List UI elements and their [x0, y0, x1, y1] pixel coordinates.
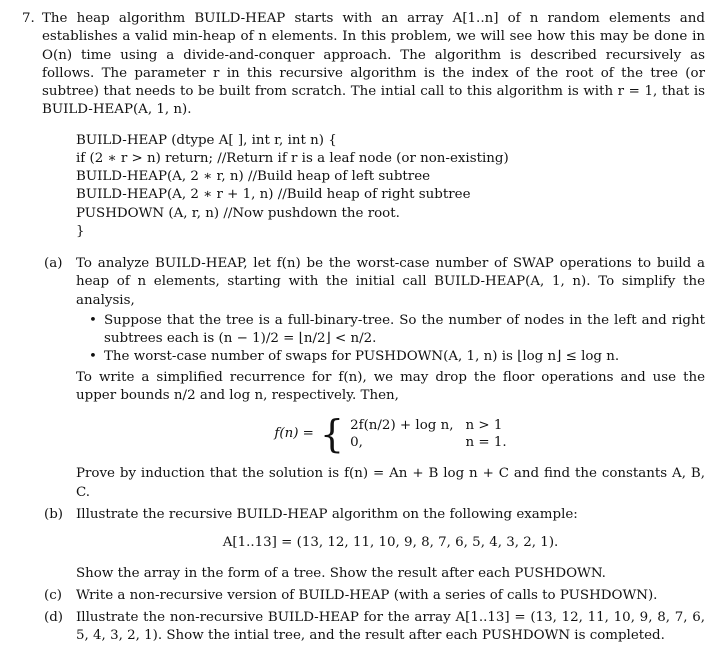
part-c-text: Write a non-recursive version of BUILD-HEAP (with a series of calls to PUSHDOWN).: [76, 587, 658, 603]
part-d: [42, 609, 705, 646]
code-line: BUILD-HEAP(A, 2 ∗ r, n) //Build heap of left subtree: [76, 169, 431, 185]
part-a-text3: Prove by induction that the solution is f(n) = An + B log n + C and find the constants A, B, C.: [76, 466, 705, 500]
recurrence-lhs: f(n) =: [274, 426, 314, 442]
part-c-label: (c): [44, 587, 62, 603]
part-d-label: (d): [44, 610, 64, 626]
assumption-text: Suppose that the tree is a full-binary-tree. So the number of nodes in the left and right subtrees each is (n − 1)/2 = ⌊n/2⌋ < n/2.: [104, 312, 705, 347]
part-b-label: (b): [44, 506, 64, 522]
part-b-text: Illustrate the recursive BUILD-HEAP algorithm on the following example:: [76, 506, 578, 522]
assumption-text: The worst-case number of swaps for PUSHDOWN(A, 1, n) is ⌊log n⌋ ≤ log n.: [104, 349, 620, 365]
subparts: [42, 255, 705, 646]
case-expr: 2f(n/2) + log n,: [350, 418, 454, 434]
part-d-text: Illustrate the non-recursive BUILD-HEAP for the array A[1..13] = (13, 12, 11, 10, 9, 8, 7, 6, 5, 4, 3, 2, 1). Show the intial tree, and the result after each PUSHDOWN is completed.: [76, 610, 705, 644]
pseudocode-block: [76, 132, 705, 241]
part-a-text2: To write a simplified recurrence for f(n), we may drop the floor operations and use the upper bounds n/2 and log n, respectively. Then,: [76, 369, 705, 404]
recurrence-equation: [76, 412, 705, 457]
code-line: PUSHDOWN (A, r, n) //Now pushdown the root.: [76, 205, 400, 221]
case-cond: n = 1.: [465, 435, 507, 451]
part-a-label: (a): [44, 256, 63, 271]
assumption-item: [76, 348, 705, 366]
part-c: [42, 587, 705, 605]
case-cond: n > 1: [465, 418, 503, 434]
code-line: BUILD-HEAP (dtype A[ ], int r, int n) {: [76, 132, 337, 148]
problem-number: 7.: [22, 11, 35, 26]
part-a: [42, 255, 705, 502]
assumption-list: [76, 312, 705, 367]
case-expr: 0,: [350, 435, 363, 451]
part-b: [42, 506, 705, 583]
bullet-icon: •: [89, 349, 97, 365]
recurrence-cases: [350, 417, 507, 451]
problem-intro: The heap algorithm BUILD-HEAP starts with an array A[1..n] of n random elements and establishes a valid min-heap of n elements. In this problem, we will see how this may be done in O(n) time using a divide-and-conquer approach. The algorithm is described recursively as follows. The parameter r in this recursive algorithm is the index of the root of the tree (or subtree) that needs to be built from scratch. The intial call to this algorithm is with r = 1, that is BUILD-HEAP(A, 1, n).: [42, 11, 705, 118]
example-array: A[1..13] = (13, 12, 11, 10, 9, 8, 7, 6, 5, 4, 3, 2, 1).: [222, 535, 559, 551]
part-b-text2: Show the array in the form of a tree. Show the result after each PUSHDOWN.: [76, 565, 606, 581]
problem-7: [22, 10, 705, 646]
code-line: }: [76, 223, 85, 239]
left-brace-icon: {: [319, 412, 345, 457]
part-a-text: To analyze BUILD-HEAP, let f(n) be the worst-case number of SWAP operations to build a heap of n elements, starting with the initial call BUILD-HEAP(A, 1, n). To simplify the analysis,: [76, 256, 705, 308]
code-line: BUILD-HEAP(A, 2 ∗ r + 1, n) //Build heap of right subtree: [76, 187, 471, 203]
bullet-icon: •: [89, 312, 97, 328]
code-line: if (2 ∗ r > n) return; //Return if r is a leaf node (or non-existing): [76, 150, 509, 166]
assumption-item: [76, 312, 705, 349]
